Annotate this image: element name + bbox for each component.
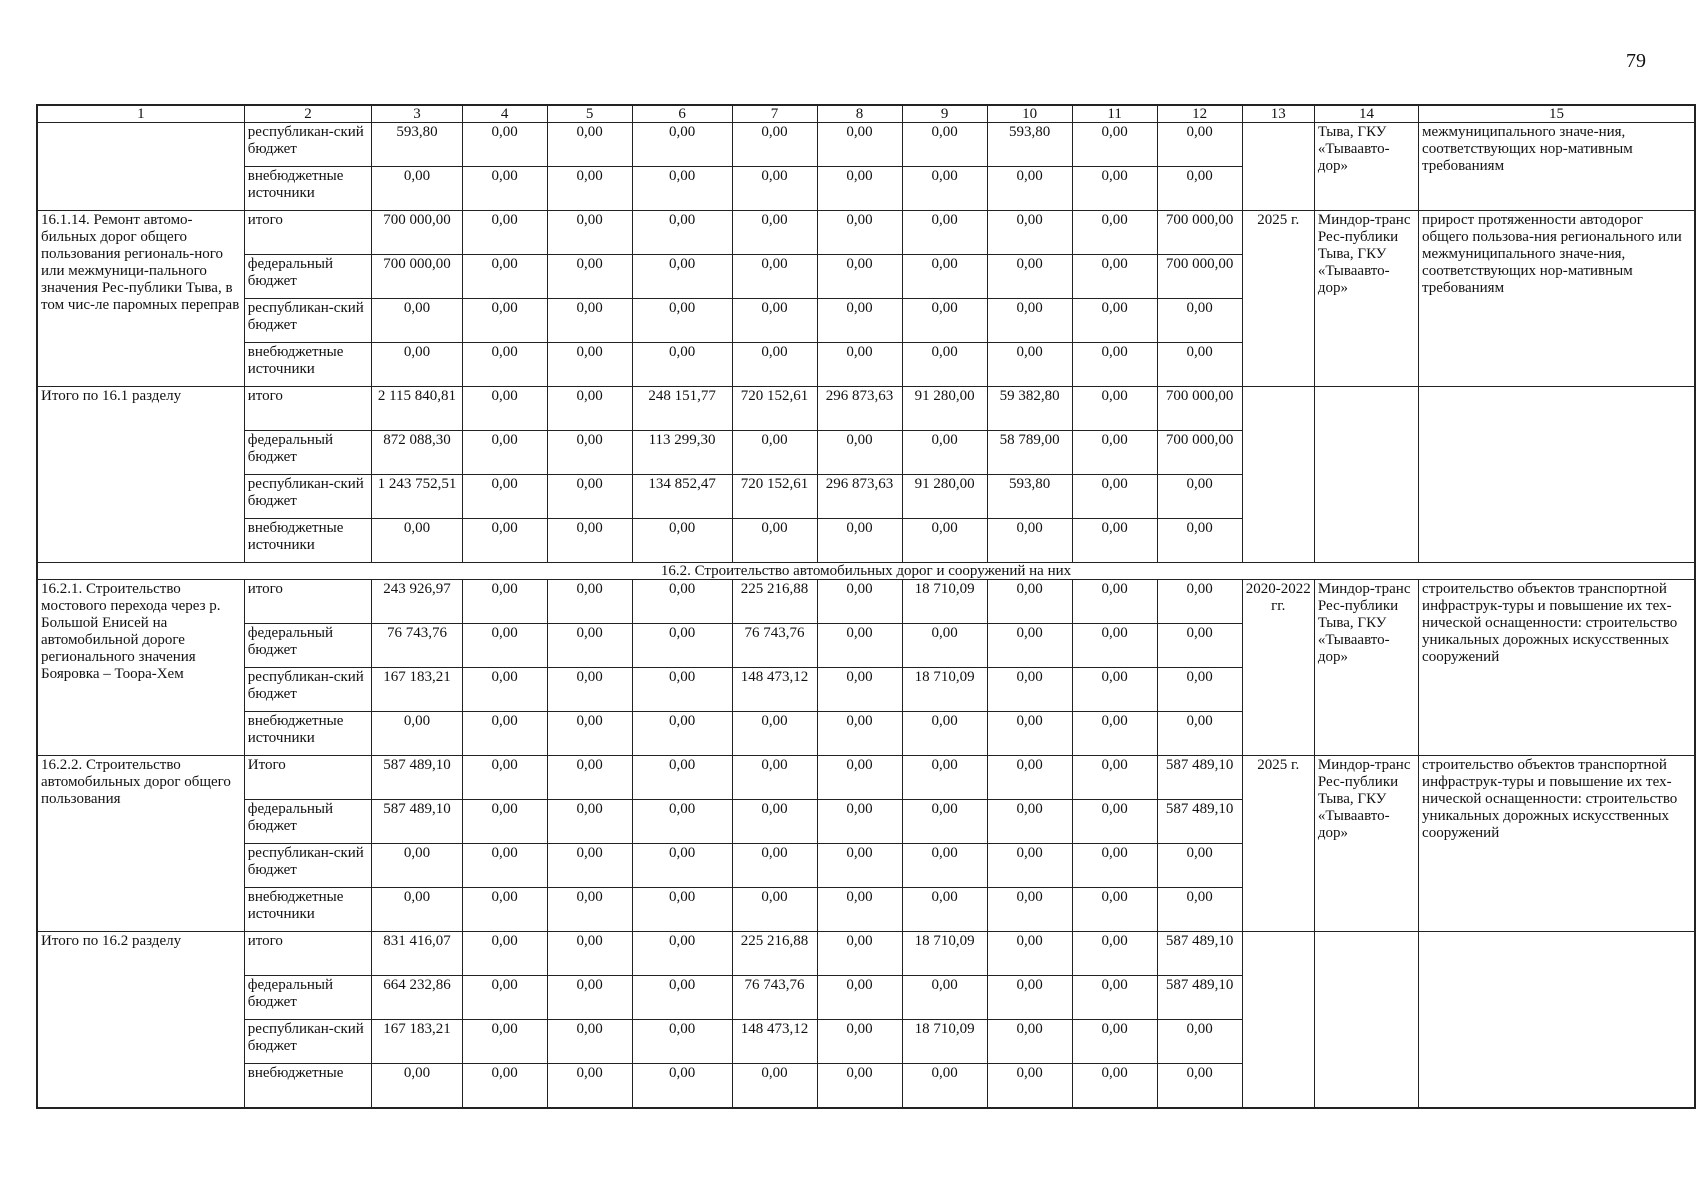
measure-name-cell: 16.2.2. Строительство автомобильных дорог общего пользования bbox=[37, 756, 244, 932]
amount-cell: 0,00 bbox=[1157, 519, 1242, 563]
amount-cell: 0,00 bbox=[372, 519, 462, 563]
column-number-header: 4 bbox=[462, 105, 547, 123]
amount-cell: 0,00 bbox=[547, 1020, 632, 1064]
amount-cell: 593,80 bbox=[987, 475, 1072, 519]
column-number-header: 8 bbox=[817, 105, 902, 123]
amount-cell: 0,00 bbox=[632, 123, 732, 167]
amount-cell: 0,00 bbox=[372, 167, 462, 211]
amount-cell: 0,00 bbox=[632, 211, 732, 255]
amount-cell: 0,00 bbox=[1157, 299, 1242, 343]
executor-cell: Миндор-транс Рес-публики Тыва, ГКУ «Тываавто-дор» bbox=[1314, 211, 1418, 387]
amount-cell: 0,00 bbox=[462, 299, 547, 343]
amount-cell: 0,00 bbox=[902, 624, 987, 668]
amount-cell: 0,00 bbox=[462, 387, 547, 431]
amount-cell: 664 232,86 bbox=[372, 976, 462, 1020]
column-number-header: 2 bbox=[244, 105, 372, 123]
amount-cell: 593,80 bbox=[987, 123, 1072, 167]
amount-cell: 0,00 bbox=[632, 1064, 732, 1109]
deadline-cell bbox=[1242, 387, 1314, 563]
funding-source-cell: внебюджетные источники bbox=[244, 712, 372, 756]
amount-cell: 0,00 bbox=[547, 888, 632, 932]
amount-cell: 0,00 bbox=[732, 255, 817, 299]
amount-cell: 0,00 bbox=[1072, 976, 1157, 1020]
amount-cell: 700 000,00 bbox=[1157, 211, 1242, 255]
amount-cell: 0,00 bbox=[817, 211, 902, 255]
amount-cell: 0,00 bbox=[632, 1020, 732, 1064]
funding-source-cell: итого bbox=[244, 387, 372, 431]
funding-source-cell: федеральный бюджет bbox=[244, 800, 372, 844]
amount-cell: 0,00 bbox=[987, 976, 1072, 1020]
amount-cell: 0,00 bbox=[987, 580, 1072, 624]
amount-cell: 0,00 bbox=[462, 580, 547, 624]
funding-source-cell: итого bbox=[244, 932, 372, 976]
table-row bbox=[37, 932, 1695, 976]
amount-cell: 0,00 bbox=[732, 800, 817, 844]
deadline-cell: 2020-2022 гг. bbox=[1242, 580, 1314, 756]
amount-cell: 113 299,30 bbox=[632, 431, 732, 475]
amount-cell: 0,00 bbox=[462, 167, 547, 211]
amount-cell: 0,00 bbox=[817, 431, 902, 475]
amount-cell: 0,00 bbox=[902, 211, 987, 255]
amount-cell: 0,00 bbox=[462, 343, 547, 387]
amount-cell: 0,00 bbox=[632, 668, 732, 712]
amount-cell: 0,00 bbox=[902, 756, 987, 800]
amount-cell: 0,00 bbox=[732, 712, 817, 756]
amount-cell: 59 382,80 bbox=[987, 387, 1072, 431]
amount-cell: 248 151,77 bbox=[632, 387, 732, 431]
amount-cell: 0,00 bbox=[987, 800, 1072, 844]
amount-cell: 0,00 bbox=[732, 343, 817, 387]
amount-cell: 0,00 bbox=[817, 712, 902, 756]
deadline-cell bbox=[1242, 123, 1314, 211]
amount-cell: 0,00 bbox=[462, 668, 547, 712]
column-number-header: 11 bbox=[1072, 105, 1157, 123]
amount-cell: 0,00 bbox=[732, 123, 817, 167]
amount-cell: 0,00 bbox=[547, 976, 632, 1020]
funding-source-cell: федеральный бюджет bbox=[244, 431, 372, 475]
measure-name-cell: 16.2.1. Строительство мостового перехода через р. Большой Енисей на автомобильной дороге регионального значения Бояровка – Тоора-Хем bbox=[37, 580, 244, 756]
result-cell bbox=[1419, 932, 1695, 1109]
amount-cell: 0,00 bbox=[1157, 343, 1242, 387]
amount-cell: 0,00 bbox=[462, 255, 547, 299]
amount-cell: 0,00 bbox=[462, 932, 547, 976]
amount-cell: 0,00 bbox=[1072, 1020, 1157, 1064]
amount-cell: 0,00 bbox=[987, 624, 1072, 668]
amount-cell: 0,00 bbox=[632, 299, 732, 343]
amount-cell: 0,00 bbox=[547, 343, 632, 387]
amount-cell: 0,00 bbox=[732, 1064, 817, 1109]
amount-cell: 296 873,63 bbox=[817, 387, 902, 431]
amount-cell: 0,00 bbox=[902, 800, 987, 844]
amount-cell: 0,00 bbox=[632, 888, 732, 932]
column-number-header: 14 bbox=[1314, 105, 1418, 123]
amount-cell: 0,00 bbox=[547, 475, 632, 519]
amount-cell: 587 489,10 bbox=[1157, 932, 1242, 976]
result-cell: межмуниципального значе-ния, соответствующих нор-мативным требованиям bbox=[1419, 123, 1695, 211]
amount-cell: 0,00 bbox=[1072, 624, 1157, 668]
amount-cell: 0,00 bbox=[547, 624, 632, 668]
amount-cell: 700 000,00 bbox=[1157, 431, 1242, 475]
amount-cell: 225 216,88 bbox=[732, 932, 817, 976]
amount-cell: 0,00 bbox=[462, 844, 547, 888]
amount-cell: 0,00 bbox=[987, 932, 1072, 976]
amount-cell: 0,00 bbox=[1072, 800, 1157, 844]
amount-cell: 0,00 bbox=[817, 255, 902, 299]
table-row bbox=[37, 387, 1695, 431]
funding-source-cell: внебюджетные источники bbox=[244, 167, 372, 211]
column-number-header: 5 bbox=[547, 105, 632, 123]
amount-cell: 2 115 840,81 bbox=[372, 387, 462, 431]
funding-source-cell: республикан-ский бюджет bbox=[244, 1020, 372, 1064]
amount-cell: 0,00 bbox=[817, 1064, 902, 1109]
amount-cell: 0,00 bbox=[632, 756, 732, 800]
amount-cell: 0,00 bbox=[1072, 668, 1157, 712]
amount-cell: 0,00 bbox=[547, 123, 632, 167]
amount-cell: 0,00 bbox=[817, 844, 902, 888]
amount-cell: 58 789,00 bbox=[987, 431, 1072, 475]
amount-cell: 0,00 bbox=[1072, 756, 1157, 800]
amount-cell: 0,00 bbox=[632, 844, 732, 888]
amount-cell: 700 000,00 bbox=[372, 255, 462, 299]
amount-cell: 0,00 bbox=[732, 299, 817, 343]
amount-cell: 0,00 bbox=[547, 800, 632, 844]
amount-cell: 0,00 bbox=[987, 844, 1072, 888]
amount-cell: 0,00 bbox=[462, 431, 547, 475]
table-row bbox=[37, 580, 1695, 624]
amount-cell: 0,00 bbox=[987, 1064, 1072, 1109]
amount-cell: 0,00 bbox=[817, 888, 902, 932]
amount-cell: 0,00 bbox=[1157, 1020, 1242, 1064]
amount-cell: 0,00 bbox=[817, 976, 902, 1020]
amount-cell: 872 088,30 bbox=[372, 431, 462, 475]
amount-cell: 0,00 bbox=[732, 167, 817, 211]
amount-cell: 0,00 bbox=[372, 343, 462, 387]
amount-cell: 0,00 bbox=[817, 519, 902, 563]
amount-cell: 18 710,09 bbox=[902, 1020, 987, 1064]
deadline-cell: 2025 г. bbox=[1242, 756, 1314, 932]
amount-cell: 0,00 bbox=[817, 343, 902, 387]
amount-cell: 0,00 bbox=[1072, 519, 1157, 563]
amount-cell: 0,00 bbox=[1157, 668, 1242, 712]
amount-cell: 76 743,76 bbox=[372, 624, 462, 668]
funding-source-cell: Итого bbox=[244, 756, 372, 800]
amount-cell: 700 000,00 bbox=[1157, 255, 1242, 299]
amount-cell: 0,00 bbox=[817, 1020, 902, 1064]
section-title: 16.2. Строительство автомобильных дорог и сооружений на них bbox=[37, 563, 1695, 580]
executor-cell bbox=[1314, 932, 1418, 1109]
amount-cell: 0,00 bbox=[1157, 1064, 1242, 1109]
amount-cell: 0,00 bbox=[1072, 1064, 1157, 1109]
amount-cell: 0,00 bbox=[632, 624, 732, 668]
amount-cell: 0,00 bbox=[987, 756, 1072, 800]
amount-cell: 0,00 bbox=[547, 668, 632, 712]
executor-cell bbox=[1314, 387, 1418, 563]
amount-cell: 0,00 bbox=[987, 519, 1072, 563]
amount-cell: 0,00 bbox=[1157, 167, 1242, 211]
amount-cell: 0,00 bbox=[372, 299, 462, 343]
amount-cell: 0,00 bbox=[632, 712, 732, 756]
amount-cell: 0,00 bbox=[817, 756, 902, 800]
amount-cell: 0,00 bbox=[547, 712, 632, 756]
amount-cell: 91 280,00 bbox=[902, 475, 987, 519]
result-cell: строительство объектов транспортной инфраструк-туры и повышение их тех-нической оснащенности: строительство уникальных дорожных искусственных сооружений bbox=[1419, 756, 1695, 932]
amount-cell: 0,00 bbox=[547, 519, 632, 563]
funding-source-cell: внебюджетные источники bbox=[244, 888, 372, 932]
amount-cell: 0,00 bbox=[1072, 712, 1157, 756]
amount-cell: 0,00 bbox=[987, 712, 1072, 756]
column-number-row bbox=[37, 105, 1695, 123]
amount-cell: 0,00 bbox=[817, 624, 902, 668]
funding-source-cell: республикан-ский бюджет bbox=[244, 475, 372, 519]
table-row bbox=[37, 123, 1695, 167]
amount-cell: 0,00 bbox=[902, 255, 987, 299]
amount-cell: 587 489,10 bbox=[372, 800, 462, 844]
funding-source-cell: республикан-ский бюджет bbox=[244, 299, 372, 343]
amount-cell: 0,00 bbox=[817, 123, 902, 167]
column-number-header: 10 bbox=[987, 105, 1072, 123]
amount-cell: 243 926,97 bbox=[372, 580, 462, 624]
amount-cell: 0,00 bbox=[732, 888, 817, 932]
amount-cell: 0,00 bbox=[632, 255, 732, 299]
amount-cell: 700 000,00 bbox=[1157, 387, 1242, 431]
amount-cell: 0,00 bbox=[817, 932, 902, 976]
amount-cell: 0,00 bbox=[902, 167, 987, 211]
amount-cell: 0,00 bbox=[632, 976, 732, 1020]
amount-cell: 0,00 bbox=[547, 299, 632, 343]
amount-cell: 0,00 bbox=[902, 299, 987, 343]
amount-cell: 0,00 bbox=[462, 712, 547, 756]
amount-cell: 0,00 bbox=[632, 519, 732, 563]
amount-cell: 0,00 bbox=[987, 668, 1072, 712]
amount-cell: 0,00 bbox=[1157, 888, 1242, 932]
amount-cell: 0,00 bbox=[547, 1064, 632, 1109]
amount-cell: 587 489,10 bbox=[1157, 800, 1242, 844]
amount-cell: 167 183,21 bbox=[372, 1020, 462, 1064]
amount-cell: 0,00 bbox=[462, 1064, 547, 1109]
amount-cell: 587 489,10 bbox=[1157, 756, 1242, 800]
funding-source-cell: республикан-ский бюджет bbox=[244, 123, 372, 167]
amount-cell: 0,00 bbox=[1157, 712, 1242, 756]
amount-cell: 0,00 bbox=[1157, 580, 1242, 624]
amount-cell: 0,00 bbox=[547, 580, 632, 624]
amount-cell: 0,00 bbox=[547, 211, 632, 255]
amount-cell: 0,00 bbox=[1072, 387, 1157, 431]
amount-cell: 0,00 bbox=[732, 431, 817, 475]
amount-cell: 0,00 bbox=[462, 475, 547, 519]
measure-name-cell: Итого по 16.2 разделу bbox=[37, 932, 244, 1109]
deadline-cell: 2025 г. bbox=[1242, 211, 1314, 387]
amount-cell: 0,00 bbox=[1072, 580, 1157, 624]
column-number-header: 13 bbox=[1242, 105, 1314, 123]
amount-cell: 18 710,09 bbox=[902, 580, 987, 624]
amount-cell: 0,00 bbox=[1072, 167, 1157, 211]
page-number: 79 bbox=[1626, 50, 1646, 72]
executor-cell: Миндор-транс Рес-публики Тыва, ГКУ «Тываавто-дор» bbox=[1314, 580, 1418, 756]
amount-cell: 0,00 bbox=[632, 580, 732, 624]
amount-cell: 0,00 bbox=[732, 756, 817, 800]
amount-cell: 91 280,00 bbox=[902, 387, 987, 431]
funding-source-cell: республикан-ский бюджет bbox=[244, 668, 372, 712]
amount-cell: 0,00 bbox=[817, 800, 902, 844]
amount-cell: 0,00 bbox=[462, 211, 547, 255]
amount-cell: 0,00 bbox=[632, 800, 732, 844]
amount-cell: 587 489,10 bbox=[1157, 976, 1242, 1020]
amount-cell: 0,00 bbox=[1072, 123, 1157, 167]
amount-cell: 587 489,10 bbox=[372, 756, 462, 800]
amount-cell: 0,00 bbox=[902, 1064, 987, 1109]
amount-cell: 0,00 bbox=[372, 712, 462, 756]
funding-source-cell: федеральный бюджет bbox=[244, 255, 372, 299]
amount-cell: 167 183,21 bbox=[372, 668, 462, 712]
amount-cell: 76 743,76 bbox=[732, 624, 817, 668]
amount-cell: 0,00 bbox=[902, 844, 987, 888]
amount-cell: 0,00 bbox=[547, 387, 632, 431]
amount-cell: 0,00 bbox=[547, 932, 632, 976]
amount-cell: 0,00 bbox=[632, 343, 732, 387]
amount-cell: 0,00 bbox=[547, 167, 632, 211]
amount-cell: 700 000,00 bbox=[372, 211, 462, 255]
result-cell: строительство объектов транспортной инфраструк-туры и повышение их тех-нической оснащенности: строительство уникальных дорожных искусственных сооружений bbox=[1419, 580, 1695, 756]
amount-cell: 0,00 bbox=[462, 756, 547, 800]
amount-cell: 0,00 bbox=[1157, 844, 1242, 888]
amount-cell: 0,00 bbox=[902, 712, 987, 756]
amount-cell: 0,00 bbox=[987, 167, 1072, 211]
amount-cell: 0,00 bbox=[547, 844, 632, 888]
amount-cell: 0,00 bbox=[732, 519, 817, 563]
amount-cell: 0,00 bbox=[1072, 888, 1157, 932]
amount-cell: 0,00 bbox=[817, 167, 902, 211]
amount-cell: 593,80 bbox=[372, 123, 462, 167]
amount-cell: 0,00 bbox=[987, 343, 1072, 387]
amount-cell: 18 710,09 bbox=[902, 668, 987, 712]
amount-cell: 720 152,61 bbox=[732, 387, 817, 431]
amount-cell: 0,00 bbox=[547, 756, 632, 800]
executor-cell: Миндор-транс Рес-публики Тыва, ГКУ «Тываавто-дор» bbox=[1314, 756, 1418, 932]
amount-cell: 0,00 bbox=[462, 800, 547, 844]
funding-source-cell: итого bbox=[244, 580, 372, 624]
amount-cell: 0,00 bbox=[987, 1020, 1072, 1064]
funding-source-cell: республикан-ский бюджет bbox=[244, 844, 372, 888]
amount-cell: 720 152,61 bbox=[732, 475, 817, 519]
column-number-header: 9 bbox=[902, 105, 987, 123]
amount-cell: 0,00 bbox=[462, 976, 547, 1020]
amount-cell: 18 710,09 bbox=[902, 932, 987, 976]
amount-cell: 0,00 bbox=[1072, 343, 1157, 387]
amount-cell: 0,00 bbox=[1072, 299, 1157, 343]
amount-cell: 0,00 bbox=[462, 888, 547, 932]
amount-cell: 0,00 bbox=[462, 624, 547, 668]
amount-cell: 0,00 bbox=[902, 431, 987, 475]
deadline-cell bbox=[1242, 932, 1314, 1109]
funding-source-cell: итого bbox=[244, 211, 372, 255]
amount-cell: 0,00 bbox=[462, 123, 547, 167]
amount-cell: 0,00 bbox=[632, 932, 732, 976]
table-row bbox=[37, 211, 1695, 255]
amount-cell: 0,00 bbox=[732, 211, 817, 255]
amount-cell: 0,00 bbox=[902, 343, 987, 387]
amount-cell: 0,00 bbox=[372, 844, 462, 888]
amount-cell: 134 852,47 bbox=[632, 475, 732, 519]
column-number-header: 12 bbox=[1157, 105, 1242, 123]
executor-cell: Тыва, ГКУ «Тываавто-дор» bbox=[1314, 123, 1418, 211]
amount-cell: 0,00 bbox=[372, 1064, 462, 1109]
amount-cell: 0,00 bbox=[902, 123, 987, 167]
amount-cell: 0,00 bbox=[732, 844, 817, 888]
table-row bbox=[37, 756, 1695, 800]
amount-cell: 0,00 bbox=[1157, 123, 1242, 167]
measure-name-cell: Итого по 16.1 разделу bbox=[37, 387, 244, 563]
amount-cell: 0,00 bbox=[817, 668, 902, 712]
amount-cell: 0,00 bbox=[987, 255, 1072, 299]
amount-cell: 148 473,12 bbox=[732, 668, 817, 712]
amount-cell: 0,00 bbox=[987, 888, 1072, 932]
amount-cell: 0,00 bbox=[632, 167, 732, 211]
funding-source-cell: федеральный бюджет bbox=[244, 624, 372, 668]
amount-cell: 0,00 bbox=[1072, 932, 1157, 976]
amount-cell: 1 243 752,51 bbox=[372, 475, 462, 519]
amount-cell: 76 743,76 bbox=[732, 976, 817, 1020]
result-cell bbox=[1419, 387, 1695, 563]
amount-cell: 0,00 bbox=[817, 299, 902, 343]
measure-name-cell bbox=[37, 123, 244, 211]
amount-cell: 296 873,63 bbox=[817, 475, 902, 519]
funding-source-cell: внебюджетные источники bbox=[244, 519, 372, 563]
result-cell: прирост протяженности автодорог общего пользова-ния регионального или межмуниципального значе-ния, соответствующих нор-мативным требованиям bbox=[1419, 211, 1695, 387]
amount-cell: 831 416,07 bbox=[372, 932, 462, 976]
amount-cell: 148 473,12 bbox=[732, 1020, 817, 1064]
funding-source-cell: внебюджетные источники bbox=[244, 343, 372, 387]
amount-cell: 0,00 bbox=[902, 519, 987, 563]
column-number-header: 3 bbox=[372, 105, 462, 123]
column-number-header: 1 bbox=[37, 105, 244, 123]
column-number-header: 6 bbox=[632, 105, 732, 123]
funding-source-cell: федеральный бюджет bbox=[244, 976, 372, 1020]
measure-name-cell: 16.1.14. Ремонт автомо-бильных дорог общего пользования региональ-ного или межмуници-пального значения Рес-публики Тыва, в том чис-ле паромных переправ bbox=[37, 211, 244, 387]
amount-cell: 0,00 bbox=[462, 519, 547, 563]
amount-cell: 0,00 bbox=[987, 299, 1072, 343]
amount-cell: 0,00 bbox=[817, 580, 902, 624]
amount-cell: 0,00 bbox=[1072, 211, 1157, 255]
amount-cell: 0,00 bbox=[462, 1020, 547, 1064]
amount-cell: 0,00 bbox=[1072, 475, 1157, 519]
budget-table bbox=[36, 104, 1696, 1109]
column-number-header: 15 bbox=[1419, 105, 1695, 123]
amount-cell: 0,00 bbox=[1072, 255, 1157, 299]
amount-cell: 0,00 bbox=[372, 888, 462, 932]
amount-cell: 0,00 bbox=[1072, 431, 1157, 475]
section-row bbox=[37, 563, 1695, 580]
amount-cell: 225 216,88 bbox=[732, 580, 817, 624]
column-number-header: 7 bbox=[732, 105, 817, 123]
amount-cell: 0,00 bbox=[1157, 475, 1242, 519]
amount-cell: 0,00 bbox=[547, 431, 632, 475]
amount-cell: 0,00 bbox=[902, 888, 987, 932]
amount-cell: 0,00 bbox=[1072, 844, 1157, 888]
amount-cell: 0,00 bbox=[547, 255, 632, 299]
amount-cell: 0,00 bbox=[987, 211, 1072, 255]
amount-cell: 0,00 bbox=[1157, 624, 1242, 668]
amount-cell: 0,00 bbox=[902, 976, 987, 1020]
funding-source-cell: внебюджетные bbox=[244, 1064, 372, 1109]
